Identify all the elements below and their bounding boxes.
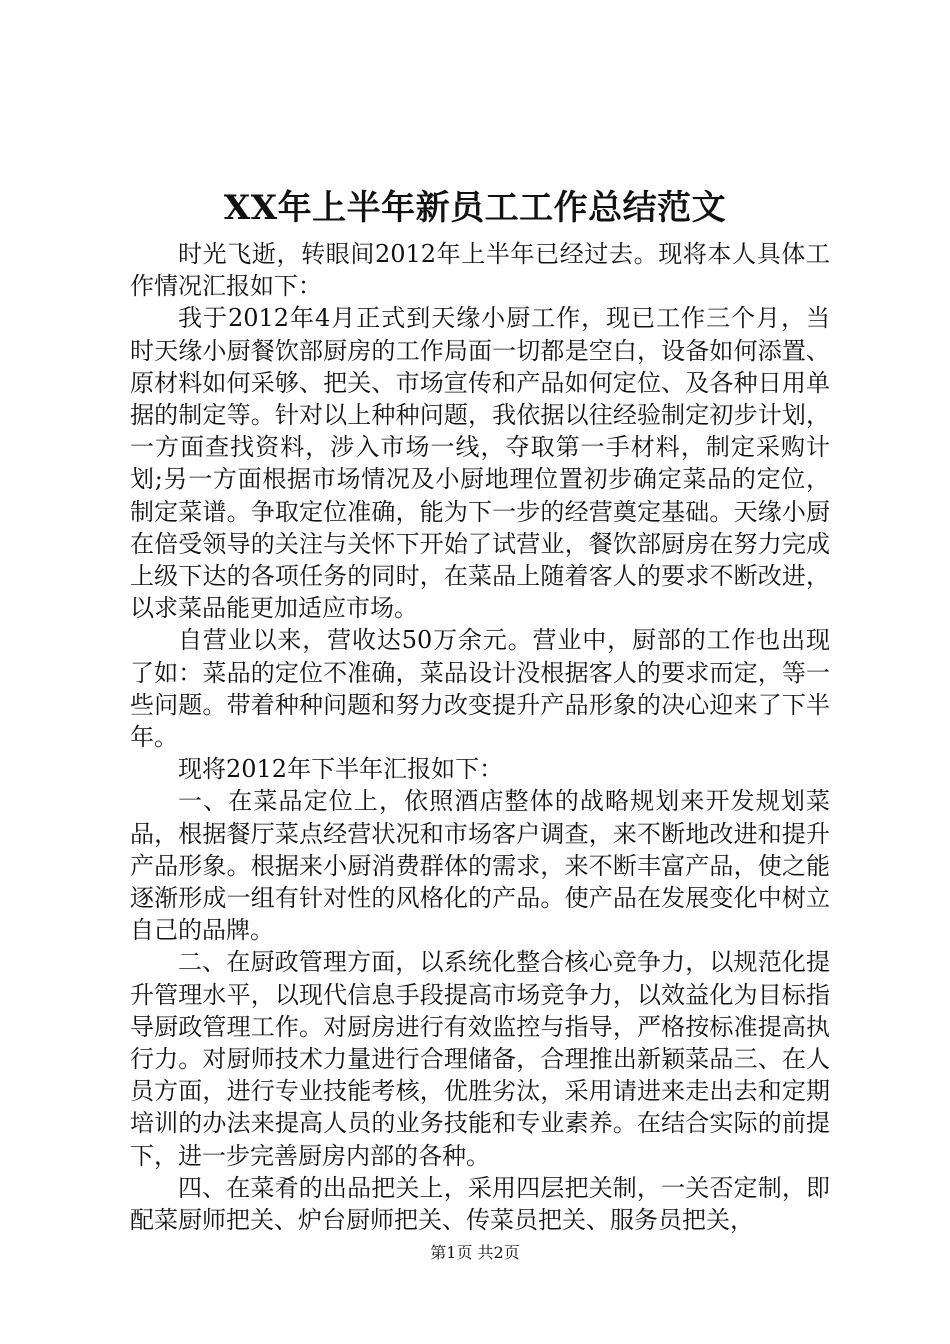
paragraph-quality-control: 四、在菜肴的出品把关上，采用四层把关制，一关否定制，即配菜厨师把关、炉台厨师把关、传菜员把关、服务员把关， bbox=[130, 1173, 830, 1235]
paragraph-second-half-intro: 现将2012年下半年汇报如下： bbox=[178, 755, 504, 784]
paragraph-first-half-work: 我于2012年4月正式到天缘小厨工作，现已工作三个月，当时天缘小厨餐饮部厨房的工作局面一切都是空白，设备如何添置、原材料如何采够、把关、市场宣传和产品如何定位、及各种日用单据的制定等。针对以上种种问题，我依据以往经验制定初步计划，一方面查找资料，涉入市场一线，夺取第一手材料，制定采购计划;另一方面根据市场情况及小厨地理位置初步确定菜品的定位，制定菜谱。争取定位准确，能为下一步的经营奠定基础。天缘小厨在倍受领导的关注与关怀下开始了试营业，餐饮部厨房在努力完成上级下达的各项任务的同时，在菜品上随着客人的要求不断改进，以求菜品能更加适应市场。 bbox=[130, 304, 830, 623]
paragraph-dish-positioning: 一、在菜品定位上，依照酒店整体的战略规划来开发规划菜品，根据餐厅菜点经营状况和市场客户调查，来不断地改进和提升产品形象。根据来小厨消费群体的需求，来不断丰富产品，使之能逐渐形成一组有针对性的风格化的产品。使产品在发展变化中树立自己的品牌。 bbox=[130, 787, 830, 945]
paragraph-intro: 时光飞逝，转眼间2012年上半年已经过去。现将本人具体工作情况汇报如下： bbox=[130, 240, 830, 301]
paragraph-revenue: 自营业以来，营收达50万余元。营业中，厨部的工作也出现了如：菜品的定位不准确，菜品设计没根据客人的要求而定，等一些问题。带着种种问题和努力改变提升产品形象的决心迎来了下半年。 bbox=[130, 626, 830, 752]
document-body bbox=[130, 238, 830, 1236]
document-title: XX年上半年新员工工作总结范文 bbox=[223, 188, 727, 228]
paragraph-kitchen-management: 二、在厨政管理方面，以系统化整合核心竞争力，以规范化提升管理水平，以现代信息手段提高市场竞争力，以效益化为目标指导厨政管理工作。对厨房进行有效监控与指导，严格按标准提高执行力。对厨师技术力量进行合理储备，合理推出新颖菜品三、在人员方面，进行专业技能考核，优胜劣汰，采用请进来走出去和定期培训的办法来提高人员的业务技能和专业素养。在结合实际的前提下，进一步完善厨房内部的各种。 bbox=[130, 948, 830, 1170]
page-footer: 第1页 共2页 bbox=[430, 1243, 520, 1262]
